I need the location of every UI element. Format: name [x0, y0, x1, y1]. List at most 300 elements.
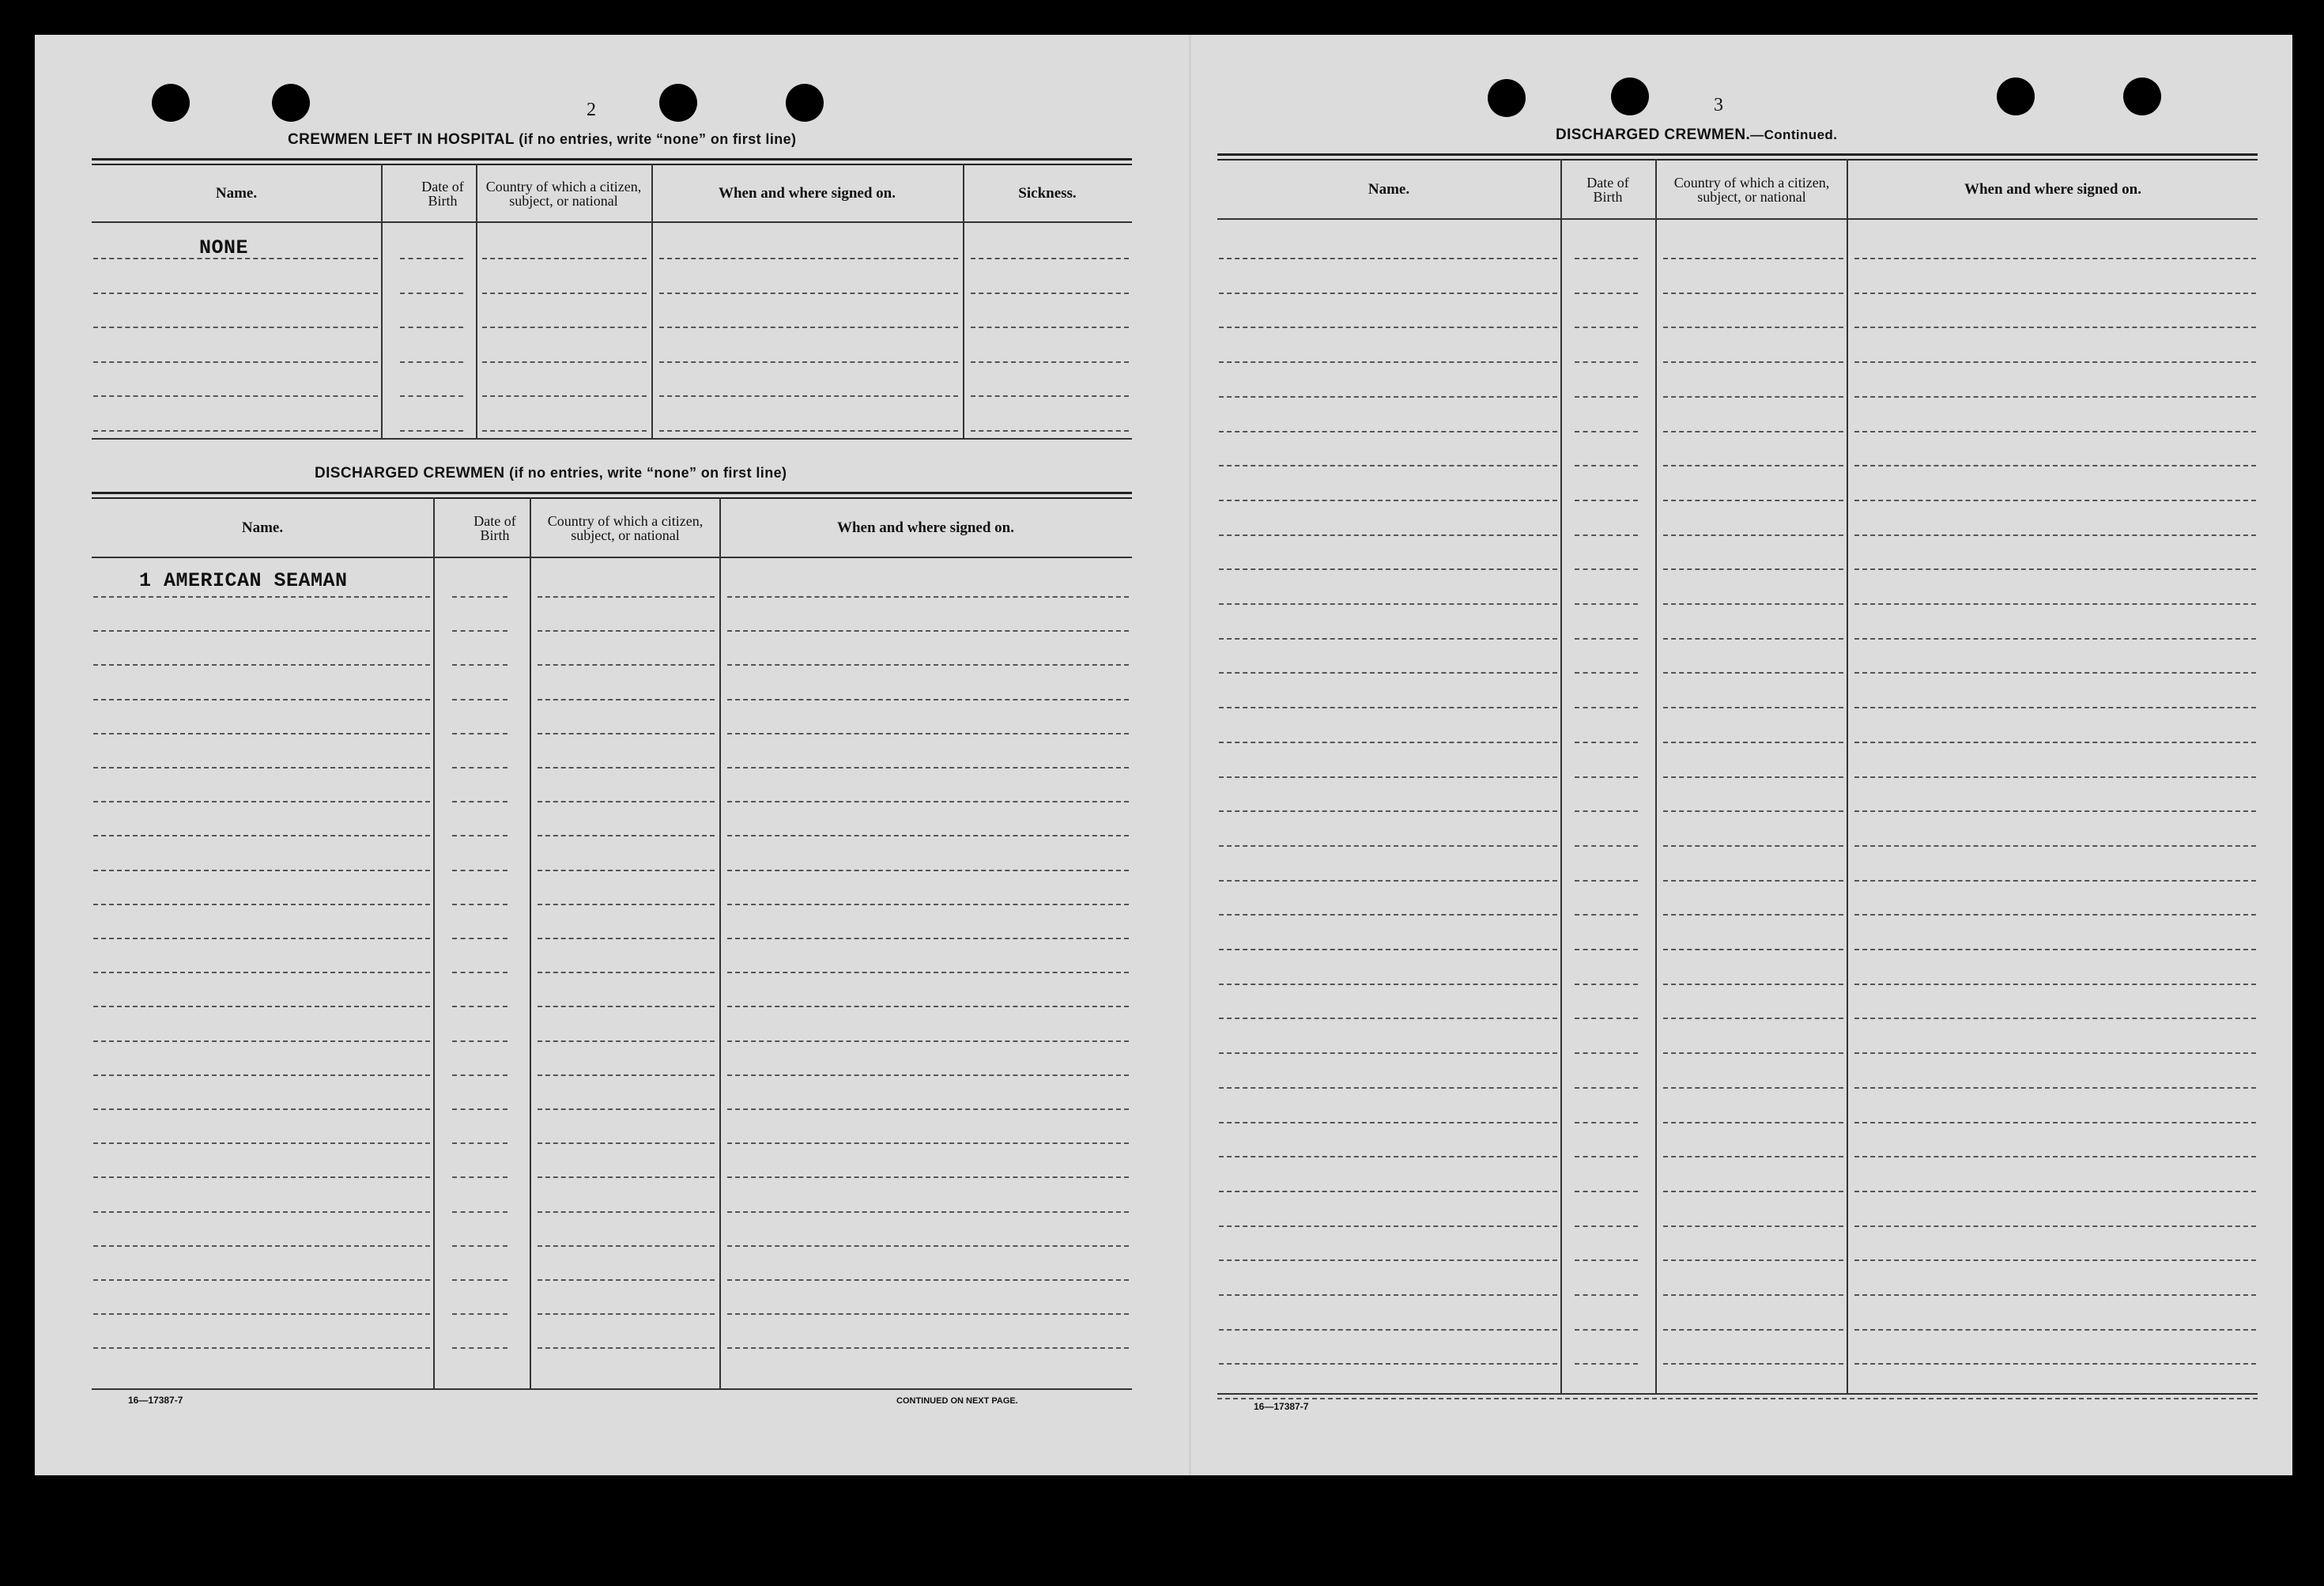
column-header-signed: When and where signed on.	[1964, 181, 2141, 198]
entry-line	[1854, 1018, 2256, 1019]
entry-line	[538, 1074, 715, 1076]
entry-line	[659, 327, 958, 328]
column-header-signed: When and where signed on.	[836, 519, 1014, 536]
page-number-left: 2	[587, 100, 596, 120]
entry-line	[452, 630, 507, 632]
continued-title-suffix: —Continued.	[1750, 127, 1838, 142]
entry-line	[93, 664, 430, 666]
entry-line	[1219, 880, 1557, 882]
column-header-dob: Date of Birth	[1586, 175, 1629, 205]
entry-line	[1663, 984, 1843, 985]
entry-line	[1854, 776, 2256, 778]
entry-line	[1663, 845, 1843, 847]
continued-note: CONTINUED ON NEXT PAGE.	[896, 1396, 1018, 1406]
column-divider	[381, 164, 383, 438]
entry-line	[971, 430, 1129, 432]
entry-line	[452, 972, 507, 973]
entry-line	[452, 870, 507, 871]
entry-line	[727, 630, 1129, 632]
entry-line	[971, 361, 1129, 363]
entry-line	[1663, 776, 1843, 778]
entry-line	[1854, 1294, 2256, 1296]
table-bottom-rule	[1217, 1393, 2258, 1395]
column-header-name: Name.	[1368, 181, 1410, 198]
entry-line	[1854, 603, 2256, 605]
form-number-right: 16—17387-7	[1254, 1401, 1309, 1412]
entry-line	[93, 972, 430, 973]
table-top-rule	[92, 492, 1132, 494]
entry-line	[482, 395, 647, 397]
column-divider	[1655, 159, 1657, 1393]
entry-line	[1854, 293, 2256, 294]
entry-line	[1575, 534, 1638, 536]
punch-hole	[786, 84, 824, 122]
entry-line	[538, 1279, 715, 1281]
entry-line	[1663, 914, 1843, 916]
entry-line	[1663, 1018, 1843, 1019]
entry-line	[1575, 603, 1638, 605]
entry-line	[1854, 396, 2256, 398]
entry-line	[538, 1108, 715, 1110]
entry-line	[538, 1313, 715, 1315]
column-divider	[476, 164, 477, 438]
entry-line	[1854, 1259, 2256, 1261]
entry-line	[1854, 949, 2256, 950]
entry-line	[1575, 465, 1638, 466]
entry-line	[452, 699, 507, 700]
entry-line	[452, 1211, 507, 1213]
entry-line	[727, 699, 1129, 700]
entry-line	[727, 596, 1129, 598]
entry-line	[971, 293, 1129, 294]
entry-line	[1575, 880, 1638, 882]
entry-line	[1575, 776, 1638, 778]
entry-line	[93, 801, 430, 802]
entry-line	[400, 395, 463, 397]
entry-line	[1219, 603, 1557, 605]
entry-line	[93, 699, 430, 700]
entry-line	[1854, 1156, 2256, 1157]
entry-line	[93, 1108, 430, 1110]
entry-line	[1663, 1294, 1843, 1296]
entry-line	[727, 1245, 1129, 1247]
entry-line	[93, 327, 378, 328]
continued-section-title	[1556, 127, 1837, 144]
entry-line	[1854, 742, 2256, 743]
entry-line	[1219, 742, 1557, 743]
entry-line	[400, 327, 463, 328]
entry-line	[971, 258, 1129, 259]
entry-line	[1854, 1191, 2256, 1192]
entry-line	[1854, 638, 2256, 640]
entry-line	[1663, 638, 1843, 640]
entry-line	[1854, 465, 2256, 466]
entry-line	[538, 699, 715, 700]
entry-line	[1575, 810, 1638, 812]
entry-line	[93, 430, 378, 432]
entry-line	[93, 1347, 430, 1349]
entry-line	[1663, 1225, 1843, 1227]
entry-line	[1575, 1122, 1638, 1123]
entry-line	[93, 1176, 430, 1178]
entry-line	[1219, 327, 1557, 328]
entry-line	[93, 258, 378, 259]
entry-line	[1219, 949, 1557, 950]
continued-title-text: DISCHARGED CREWMEN.	[1556, 127, 1751, 143]
entry-line	[538, 733, 715, 734]
entry-line	[1854, 431, 2256, 432]
entry-line	[93, 1279, 430, 1281]
entry-line	[1575, 1225, 1638, 1227]
entry-line	[93, 1074, 430, 1076]
entry-line	[1219, 361, 1557, 363]
entry-line	[538, 938, 715, 939]
entry-line	[1663, 1156, 1843, 1157]
document-sheet	[35, 35, 2292, 1475]
entry-line	[1663, 742, 1843, 743]
entry-line	[727, 1211, 1129, 1213]
column-header-country: Country of which a citizen, subject, or national	[1673, 175, 1830, 205]
entry-line	[93, 733, 430, 734]
entry-line	[1219, 568, 1557, 570]
entry-line	[1854, 258, 2256, 259]
entry-line	[1575, 568, 1638, 570]
column-header-name: Name.	[241, 519, 284, 536]
entry-line	[452, 664, 507, 666]
entry-line	[1663, 465, 1843, 466]
entry-line	[1663, 534, 1843, 536]
entry-line	[1854, 568, 2256, 570]
entry-line	[1663, 396, 1843, 398]
entry-line	[1854, 534, 2256, 536]
punch-hole	[2123, 77, 2161, 115]
entry-line	[93, 596, 430, 598]
entry-line	[727, 1006, 1129, 1007]
entry-line	[93, 904, 430, 905]
entry-line	[1663, 1259, 1843, 1261]
entry-line	[1219, 1259, 1557, 1261]
entry-line	[1854, 1363, 2256, 1365]
entry-line	[971, 395, 1129, 397]
form-number-left: 16—17387-7	[128, 1395, 183, 1406]
entry-line	[400, 258, 463, 259]
column-header-name: Name.	[215, 185, 258, 202]
entry-line	[452, 1176, 507, 1178]
entry-line	[1219, 465, 1557, 466]
column-divider	[1560, 159, 1562, 1393]
table-top-rule	[92, 497, 1132, 499]
entry-line	[482, 430, 647, 432]
entry-line	[1854, 672, 2256, 674]
entry-line	[1854, 707, 2256, 708]
entry-line	[1219, 534, 1557, 536]
entry-line	[482, 258, 647, 259]
entry-line	[452, 801, 507, 802]
entry-line	[1663, 258, 1843, 259]
entry-line	[971, 327, 1129, 328]
entry-line	[1575, 1259, 1638, 1261]
entry-line	[1854, 810, 2256, 812]
entry-line	[452, 835, 507, 836]
entry-line	[1663, 361, 1843, 363]
entry-line	[93, 870, 430, 871]
column-header-dob: Date of Birth	[421, 179, 464, 209]
entry-line	[1663, 1122, 1843, 1123]
header-bottom-rule	[92, 557, 1132, 558]
entry-line	[452, 767, 507, 768]
entry-line	[727, 870, 1129, 871]
table-bottom-rule	[92, 1388, 1132, 1390]
entry-line	[1219, 984, 1557, 985]
entry-line	[727, 801, 1129, 802]
punch-hole	[272, 84, 310, 122]
discharged-section-title	[315, 465, 787, 482]
entry-line	[1663, 500, 1843, 501]
entry-line	[1219, 396, 1557, 398]
table-top-rule	[1217, 153, 2258, 156]
entry-line	[538, 972, 715, 973]
entry-line	[1575, 293, 1638, 294]
entry-line	[1219, 431, 1557, 432]
entry-line	[452, 904, 507, 905]
entry-line	[1663, 949, 1843, 950]
entry-line	[93, 1142, 430, 1144]
entry-line	[452, 1074, 507, 1076]
column-divider	[1847, 159, 1848, 1393]
entry-line	[538, 1245, 715, 1247]
entry-line	[1575, 1087, 1638, 1089]
entry-line	[1663, 672, 1843, 674]
column-header-sickness: Sickness.	[1018, 185, 1077, 202]
entry-line	[1575, 1052, 1638, 1054]
table-bottom-rule	[92, 438, 1132, 440]
entry-line	[1663, 568, 1843, 570]
page-fold	[1189, 35, 1191, 1475]
table-top-rule	[1217, 159, 2258, 160]
entry-line	[93, 1313, 430, 1315]
punch-hole	[152, 84, 190, 122]
column-divider	[530, 497, 531, 1388]
table-bottom-dashed-rule	[1217, 1398, 2258, 1399]
entry-line	[727, 938, 1129, 939]
entry-line	[1663, 880, 1843, 882]
table-top-rule	[92, 164, 1132, 165]
entry-line	[659, 361, 958, 363]
entry-line	[1219, 500, 1557, 501]
entry-line	[727, 664, 1129, 666]
entry-line	[93, 293, 378, 294]
entry-line	[659, 258, 958, 259]
entry-line	[1575, 361, 1638, 363]
entry-line	[1219, 258, 1557, 259]
entry-line	[1219, 810, 1557, 812]
entry-line	[1575, 707, 1638, 708]
entry-line	[1575, 742, 1638, 743]
entry-line	[727, 1347, 1129, 1349]
entry-line	[1663, 1052, 1843, 1054]
entry-line	[1663, 327, 1843, 328]
entry-line	[1575, 672, 1638, 674]
entry-line	[538, 1142, 715, 1144]
entry-line	[1219, 293, 1557, 294]
entry-line	[482, 293, 647, 294]
entry-line	[659, 430, 958, 432]
entry-line	[93, 767, 430, 768]
entry-line	[727, 972, 1129, 973]
entry-line	[538, 1040, 715, 1042]
entry-line	[452, 1040, 507, 1042]
entry-line	[1575, 949, 1638, 950]
entry-line	[1575, 431, 1638, 432]
entry-line	[1854, 500, 2256, 501]
table-top-rule	[92, 158, 1132, 160]
entry-line	[1575, 258, 1638, 259]
entry-line	[452, 1313, 507, 1315]
entry-line	[1575, 396, 1638, 398]
entry-line	[93, 1006, 430, 1007]
entry-line	[1219, 1225, 1557, 1227]
entry-line	[1575, 1294, 1638, 1296]
entry-line	[538, 870, 715, 871]
entry-line	[1219, 707, 1557, 708]
discharged-title-note: (if no entries, write “none” on first line)	[509, 465, 787, 481]
entry-line	[1854, 1052, 2256, 1054]
entry-line	[538, 596, 715, 598]
entry-line	[1663, 1363, 1843, 1365]
entry-line	[1854, 327, 2256, 328]
header-bottom-rule	[1217, 218, 2258, 220]
hospital-section-title	[288, 131, 796, 149]
entry-line	[727, 733, 1129, 734]
entry-line	[727, 1176, 1129, 1178]
entry-line	[93, 938, 430, 939]
entry-line	[1854, 880, 2256, 882]
entry-line	[1663, 293, 1843, 294]
entry-line	[1575, 1191, 1638, 1192]
entry-line	[400, 293, 463, 294]
entry-line	[1219, 1294, 1557, 1296]
column-header-dob: Date of Birth	[473, 513, 516, 543]
entry-line	[93, 361, 378, 363]
discharged-title-text: DISCHARGED CREWMEN	[315, 465, 505, 481]
hospital-title-text: CREWMEN LEFT IN HOSPITAL	[288, 131, 515, 148]
entry-line	[452, 1347, 507, 1349]
entry-line	[1854, 1225, 2256, 1227]
entry-line	[1219, 845, 1557, 847]
entry-line	[400, 430, 463, 432]
entry-line	[538, 835, 715, 836]
hospital-title-note: (if no entries, write “none” on first line)	[519, 131, 797, 147]
entry-line	[727, 904, 1129, 905]
entry-line	[93, 630, 430, 632]
entry-line	[1663, 603, 1843, 605]
punch-hole	[659, 84, 697, 122]
entry-line	[1219, 1087, 1557, 1089]
entry-line	[1575, 984, 1638, 985]
entry-line	[538, 801, 715, 802]
entry-line	[93, 1245, 430, 1247]
entry-line	[93, 1211, 430, 1213]
entry-line	[452, 1108, 507, 1110]
entry-line	[1575, 914, 1638, 916]
entry-line	[1219, 1122, 1557, 1123]
entry-line	[1854, 1329, 2256, 1331]
entry-line	[1663, 707, 1843, 708]
column-header-country: Country of which a citizen, subject, or national	[485, 179, 642, 209]
entry-line	[538, 1347, 715, 1349]
entry-line	[452, 1245, 507, 1247]
entry-line	[1219, 1052, 1557, 1054]
punch-hole	[1997, 77, 2035, 115]
entry-line	[452, 1006, 507, 1007]
entry-line	[1219, 914, 1557, 916]
entry-line	[1575, 327, 1638, 328]
entry-line	[538, 664, 715, 666]
entry-line	[1663, 1329, 1843, 1331]
entry-line	[538, 1211, 715, 1213]
header-bottom-rule	[92, 221, 1132, 223]
entry-line	[482, 327, 647, 328]
entry-line	[1854, 1087, 2256, 1089]
entry-line	[1219, 1329, 1557, 1331]
entry-line	[659, 395, 958, 397]
entry-line	[452, 733, 507, 734]
entry-line	[452, 596, 507, 598]
entry-line	[727, 1279, 1129, 1281]
entry-line	[1219, 1191, 1557, 1192]
punch-hole	[1488, 79, 1526, 117]
entry-line	[93, 1040, 430, 1042]
punch-hole	[1611, 77, 1649, 115]
discharged-entry-name: 1 AMERICAN SEAMAN	[139, 569, 348, 592]
entry-line	[1663, 1191, 1843, 1192]
entry-line	[727, 1074, 1129, 1076]
entry-line	[1575, 638, 1638, 640]
entry-line	[538, 767, 715, 768]
entry-line	[1663, 431, 1843, 432]
entry-line	[727, 1313, 1129, 1315]
entry-line	[727, 1142, 1129, 1144]
entry-line	[1219, 1156, 1557, 1157]
entry-line	[1219, 672, 1557, 674]
entry-line	[1854, 984, 2256, 985]
entry-line	[1663, 1087, 1843, 1089]
entry-line	[452, 938, 507, 939]
entry-line	[538, 904, 715, 905]
entry-line	[93, 395, 378, 397]
entry-line	[727, 1040, 1129, 1042]
entry-line	[1663, 810, 1843, 812]
entry-line	[452, 1142, 507, 1144]
entry-line	[1575, 500, 1638, 501]
entry-line	[1854, 914, 2256, 916]
column-divider	[433, 497, 435, 1388]
entry-line	[1575, 1329, 1638, 1331]
entry-line	[93, 835, 430, 836]
entry-line	[727, 1108, 1129, 1110]
entry-line	[659, 293, 958, 294]
entry-line	[727, 835, 1129, 836]
entry-line	[1854, 845, 2256, 847]
column-header-signed: When and where signed on.	[718, 185, 896, 202]
entry-line	[1854, 1122, 2256, 1123]
entry-line	[1219, 1018, 1557, 1019]
column-divider	[719, 497, 721, 1388]
entry-line	[1575, 1156, 1638, 1157]
entry-line	[1575, 845, 1638, 847]
entry-line	[1219, 1363, 1557, 1365]
entry-line	[1219, 776, 1557, 778]
